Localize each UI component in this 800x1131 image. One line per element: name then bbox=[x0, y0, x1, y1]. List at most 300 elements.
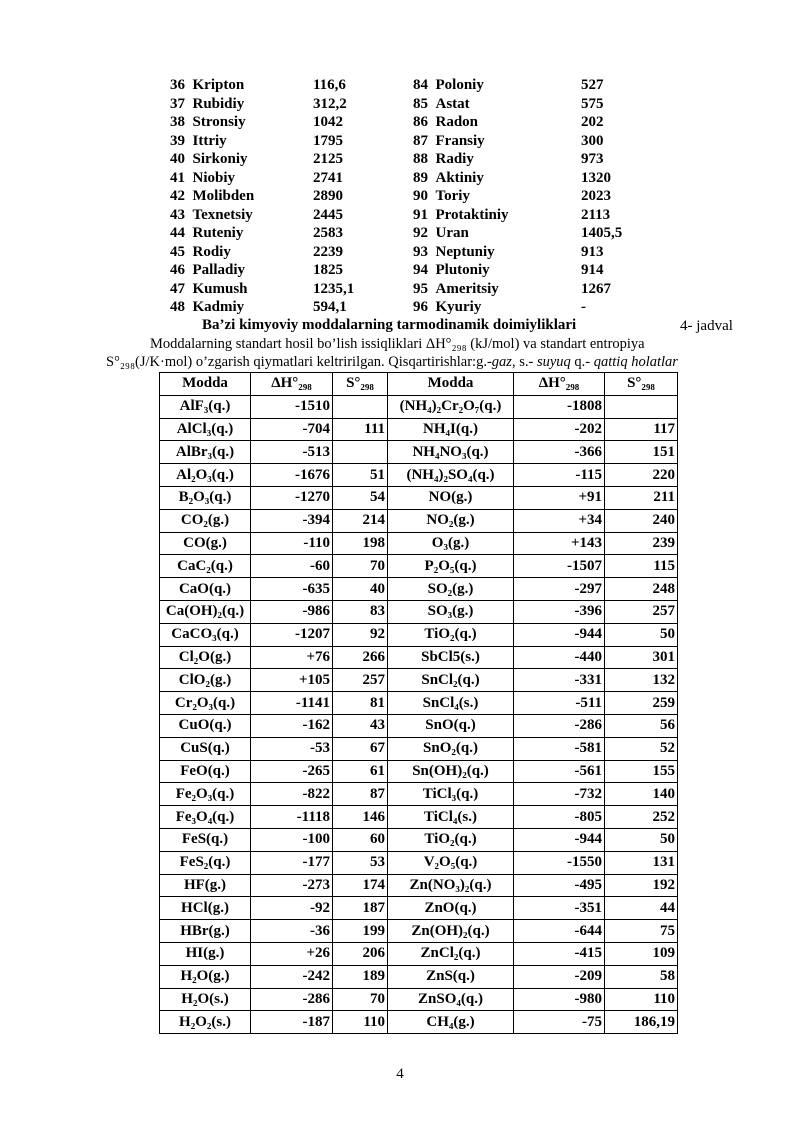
enthalpy-cell: -495 bbox=[514, 874, 605, 897]
element-entry-right bbox=[413, 132, 485, 151]
substance-cell: Fe₂O₃(q.) bbox=[160, 783, 251, 806]
substance-cell: AlBr₃(q.) bbox=[160, 441, 251, 464]
element-entry-left bbox=[170, 132, 227, 151]
element-value-left: 116,6 bbox=[313, 77, 346, 93]
enthalpy-cell: -36 bbox=[251, 920, 333, 943]
substance-cell: HI(g.) bbox=[160, 942, 251, 965]
enthalpy-cell: -980 bbox=[514, 988, 605, 1011]
header-dh-2: ΔH°₂₉₈ bbox=[514, 373, 605, 396]
element-number: 93 bbox=[413, 243, 428, 260]
substance-cell: ZnSO₄(q.) bbox=[388, 988, 514, 1011]
element-name: Sirkoniy bbox=[192, 151, 248, 167]
element-name: Ameritsiy bbox=[435, 280, 499, 297]
element-name: Kadmiy bbox=[192, 299, 245, 315]
element-entry-right bbox=[413, 243, 495, 262]
entropy-cell: 115 bbox=[605, 555, 678, 578]
element-number: 85 bbox=[413, 95, 428, 112]
element-number: 86 bbox=[413, 114, 428, 130]
element-name: Rodiy bbox=[192, 243, 231, 260]
enthalpy-cell: -75 bbox=[514, 1011, 605, 1034]
entropy-cell: 81 bbox=[333, 692, 388, 715]
entropy-cell: 192 bbox=[605, 874, 678, 897]
description-line-2 bbox=[106, 354, 678, 371]
substance-cell: ZnO(q.) bbox=[388, 897, 514, 920]
element-number: 47 bbox=[170, 280, 185, 297]
substance-cell: (NH₄)₂SO₄(q.) bbox=[388, 464, 514, 487]
enthalpy-cell: -53 bbox=[251, 737, 333, 760]
table-row bbox=[160, 988, 678, 1011]
element-name: Texnetsiy bbox=[192, 206, 253, 223]
element-name: Ittriy bbox=[192, 132, 227, 149]
element-value-right: 202 bbox=[581, 114, 604, 130]
substance-cell: H₂O(g.) bbox=[160, 965, 251, 988]
substance-cell: CO₂(g.) bbox=[160, 509, 251, 532]
substance-cell: SnCl₄(s.) bbox=[388, 692, 514, 715]
enthalpy-cell: +76 bbox=[251, 646, 333, 669]
enthalpy-cell: -581 bbox=[514, 737, 605, 760]
element-name: Radiy bbox=[435, 151, 474, 167]
substance-cell: Cr₂O₃(q.) bbox=[160, 692, 251, 715]
entropy-cell: 56 bbox=[605, 714, 678, 737]
element-value-right: 1405,5 bbox=[581, 225, 623, 241]
enthalpy-cell: -100 bbox=[251, 828, 333, 851]
entropy-cell: 87 bbox=[333, 783, 388, 806]
element-name: Uran bbox=[435, 225, 469, 241]
element-number: 90 bbox=[413, 188, 428, 204]
entropy-cell: 117 bbox=[605, 418, 678, 441]
substance-cell: CO(g.) bbox=[160, 532, 251, 555]
enthalpy-cell: +34 bbox=[514, 509, 605, 532]
enthalpy-cell: -286 bbox=[251, 988, 333, 1011]
substance-cell: O₃(g.) bbox=[388, 532, 514, 555]
table-row bbox=[160, 464, 678, 487]
enthalpy-cell: -92 bbox=[251, 897, 333, 920]
substance-cell: SnO₂(q.) bbox=[388, 737, 514, 760]
entropy-cell: 83 bbox=[333, 600, 388, 623]
element-number: 40 bbox=[170, 151, 185, 167]
substance-cell: TiCl₃(q.) bbox=[388, 783, 514, 806]
element-value-left: 312,2 bbox=[313, 95, 347, 112]
element-name: Protaktiniy bbox=[435, 206, 509, 223]
table-number: 4- jadval bbox=[680, 318, 733, 334]
table-row bbox=[160, 623, 678, 646]
table-row bbox=[160, 532, 678, 555]
element-number: 36 bbox=[170, 77, 185, 93]
enthalpy-cell: -944 bbox=[514, 828, 605, 851]
entropy-cell: 140 bbox=[605, 783, 678, 806]
element-name: Toriy bbox=[435, 188, 470, 204]
entropy-cell: 110 bbox=[605, 988, 678, 1011]
element-name: Astat bbox=[435, 95, 470, 112]
element-value-left: 2239 bbox=[313, 243, 343, 260]
entropy-cell: 220 bbox=[605, 464, 678, 487]
element-name: Aktiniy bbox=[435, 169, 484, 186]
element-entry-left bbox=[170, 280, 248, 299]
entropy-cell: 259 bbox=[605, 692, 678, 715]
element-entry-left bbox=[170, 76, 244, 95]
entropy-cell: 211 bbox=[605, 486, 678, 509]
element-value-left: 2890 bbox=[313, 188, 343, 204]
enthalpy-cell: +143 bbox=[514, 532, 605, 555]
entropy-cell: 53 bbox=[333, 851, 388, 874]
enthalpy-cell: -331 bbox=[514, 669, 605, 692]
entropy-cell: 70 bbox=[333, 988, 388, 1011]
description-line-1: Moddalarning standart hosil bo’lish issiqliklari ΔH°₂₉₈ (kJ/mol) va standart entropiya bbox=[150, 336, 645, 352]
substance-cell: H₂O₂(s.) bbox=[160, 1011, 251, 1034]
entropy-cell: 44 bbox=[605, 897, 678, 920]
element-entry-left bbox=[170, 187, 254, 206]
entropy-cell: 198 bbox=[333, 532, 388, 555]
element-value-right: 913 bbox=[581, 243, 604, 260]
substance-cell: SbCl5(s.) bbox=[388, 646, 514, 669]
enthalpy-cell: -1507 bbox=[514, 555, 605, 578]
enthalpy-cell: -635 bbox=[251, 578, 333, 601]
element-name: Kripton bbox=[192, 77, 245, 93]
substance-cell: Zn(NO₃)₂(q.) bbox=[388, 874, 514, 897]
element-entry-right bbox=[413, 261, 490, 280]
entropy-cell: 67 bbox=[333, 737, 388, 760]
table-row bbox=[160, 600, 678, 623]
table-row bbox=[160, 1011, 678, 1034]
enthalpy-cell: -944 bbox=[514, 623, 605, 646]
entropy-cell: 50 bbox=[605, 623, 678, 646]
substance-cell: AlCl₃(q.) bbox=[160, 418, 251, 441]
substance-cell: SnCl₂(q.) bbox=[388, 669, 514, 692]
element-number: 39 bbox=[170, 132, 185, 149]
entropy-cell: 54 bbox=[333, 486, 388, 509]
entropy-cell: 252 bbox=[605, 806, 678, 829]
header-dh: ΔH°₂₉₈ bbox=[251, 373, 333, 396]
description-prefix: S°₂₉₈(J/K·mol) o’zgarish qiymatlari keltririlgan. Qisqartirishlar:g.- bbox=[106, 354, 492, 370]
entropy-cell: 186,19 bbox=[605, 1011, 678, 1034]
element-name: Poloniy bbox=[435, 77, 484, 93]
element-name: Palladiy bbox=[192, 262, 246, 278]
entropy-cell: 240 bbox=[605, 509, 678, 532]
substance-cell: TiO₂(q.) bbox=[388, 623, 514, 646]
enthalpy-cell: +105 bbox=[251, 669, 333, 692]
element-entry-left bbox=[170, 113, 246, 132]
table-row bbox=[160, 418, 678, 441]
substance-cell: Cl₂O(g.) bbox=[160, 646, 251, 669]
table-row bbox=[160, 441, 678, 464]
element-number: 41 bbox=[170, 169, 185, 186]
element-name: Molibden bbox=[192, 188, 255, 204]
element-number: 88 bbox=[413, 151, 428, 167]
element-entry-right bbox=[413, 113, 478, 132]
element-number: 84 bbox=[413, 77, 428, 93]
element-number: 46 bbox=[170, 262, 185, 278]
entropy-cell: 174 bbox=[333, 874, 388, 897]
enthalpy-cell: -440 bbox=[514, 646, 605, 669]
table-row bbox=[160, 760, 678, 783]
element-value-right: 973 bbox=[581, 151, 604, 167]
element-name: Kyuriy bbox=[435, 299, 482, 315]
substance-cell: Sn(OH)₂(q.) bbox=[388, 760, 514, 783]
substance-cell: NH₄NO₃(q.) bbox=[388, 441, 514, 464]
substance-cell: ZnS(q.) bbox=[388, 965, 514, 988]
enthalpy-cell: -177 bbox=[251, 851, 333, 874]
enthalpy-cell: +26 bbox=[251, 942, 333, 965]
table-row bbox=[160, 669, 678, 692]
entropy-cell: 146 bbox=[333, 806, 388, 829]
element-value-right: 2023 bbox=[581, 188, 611, 204]
element-name: Ruteniy bbox=[192, 225, 244, 241]
table-row bbox=[160, 942, 678, 965]
table-row bbox=[160, 646, 678, 669]
entropy-cell: 257 bbox=[605, 600, 678, 623]
entropy-cell: 266 bbox=[333, 646, 388, 669]
enthalpy-cell: -396 bbox=[514, 600, 605, 623]
entropy-cell: 92 bbox=[333, 623, 388, 646]
substance-cell: CaO(q.) bbox=[160, 578, 251, 601]
entropy-cell: 51 bbox=[333, 464, 388, 487]
entropy-cell: 155 bbox=[605, 760, 678, 783]
element-number: 92 bbox=[413, 225, 428, 241]
element-entry-left bbox=[170, 243, 231, 262]
table-row bbox=[160, 783, 678, 806]
element-value-left: 2583 bbox=[313, 225, 343, 241]
enthalpy-cell: -351 bbox=[514, 897, 605, 920]
substance-cell: NH₄I(q.) bbox=[388, 418, 514, 441]
entropy-cell: 61 bbox=[333, 760, 388, 783]
table-row bbox=[160, 555, 678, 578]
entropy-cell: 132 bbox=[605, 669, 678, 692]
element-number: 45 bbox=[170, 243, 185, 260]
element-entry-left bbox=[170, 95, 244, 114]
enthalpy-cell: -1118 bbox=[251, 806, 333, 829]
element-entry-right bbox=[413, 206, 509, 225]
enthalpy-cell: -561 bbox=[514, 760, 605, 783]
description-gaz: gaz bbox=[491, 354, 512, 370]
table-heading: Ba’zi kimyoviy moddalarning tarmodinamik doimiyliklari bbox=[202, 317, 577, 333]
element-name: Kumush bbox=[192, 280, 248, 297]
substance-cell: Ca(OH)₂(q.) bbox=[160, 600, 251, 623]
table-row bbox=[160, 737, 678, 760]
element-number: 94 bbox=[413, 262, 428, 278]
element-entry-left bbox=[170, 261, 245, 280]
element-value-left: 1235,1 bbox=[313, 280, 355, 297]
entropy-cell: 239 bbox=[605, 532, 678, 555]
element-entry-left bbox=[170, 150, 248, 169]
substance-cell: HBr(g.) bbox=[160, 920, 251, 943]
entropy-cell: 43 bbox=[333, 714, 388, 737]
enthalpy-cell: -1207 bbox=[251, 623, 333, 646]
entropy-cell: 60 bbox=[333, 828, 388, 851]
element-value-right: 914 bbox=[581, 262, 604, 278]
enthalpy-cell: -1510 bbox=[251, 395, 333, 418]
substance-cell: SO₃(g.) bbox=[388, 600, 514, 623]
entropy-cell: 189 bbox=[333, 965, 388, 988]
entropy-cell: 58 bbox=[605, 965, 678, 988]
header-modda-2: Modda bbox=[388, 373, 514, 396]
element-entry-right bbox=[413, 298, 481, 317]
table-row bbox=[160, 851, 678, 874]
enthalpy-cell: -265 bbox=[251, 760, 333, 783]
element-number: 44 bbox=[170, 225, 185, 241]
element-entry-right bbox=[413, 150, 474, 169]
substance-cell: CaC₂(q.) bbox=[160, 555, 251, 578]
element-value-left: 1795 bbox=[313, 132, 343, 149]
enthalpy-cell: -732 bbox=[514, 783, 605, 806]
enthalpy-cell: -110 bbox=[251, 532, 333, 555]
enthalpy-cell: -202 bbox=[514, 418, 605, 441]
entropy-cell: 109 bbox=[605, 942, 678, 965]
substance-cell: NO(g.) bbox=[388, 486, 514, 509]
substance-cell: (NH₄)₂Cr₂O₇(q.) bbox=[388, 395, 514, 418]
element-name: Fransiy bbox=[435, 132, 485, 149]
element-entry-right bbox=[413, 95, 470, 114]
enthalpy-cell: -60 bbox=[251, 555, 333, 578]
description-mid-2: q.- bbox=[570, 354, 594, 370]
element-entry-left bbox=[170, 224, 243, 243]
element-number: 87 bbox=[413, 132, 428, 149]
table-row bbox=[160, 714, 678, 737]
element-name: Stronsiy bbox=[192, 114, 246, 130]
substance-cell: FeO(q.) bbox=[160, 760, 251, 783]
enthalpy-cell: -513 bbox=[251, 441, 333, 464]
substance-cell: FeS₂(q.) bbox=[160, 851, 251, 874]
element-entry-right bbox=[413, 280, 499, 299]
enthalpy-cell: -209 bbox=[514, 965, 605, 988]
entropy-cell: 110 bbox=[333, 1011, 388, 1034]
element-entry-right bbox=[413, 224, 469, 243]
entropy-cell bbox=[605, 395, 678, 418]
substance-cell: ZnCl₂(q.) bbox=[388, 942, 514, 965]
header-s: S°₂₉₈ bbox=[333, 373, 388, 396]
element-name: Niobiy bbox=[192, 169, 236, 186]
entropy-cell: 70 bbox=[333, 555, 388, 578]
enthalpy-cell: -297 bbox=[514, 578, 605, 601]
enthalpy-cell: -286 bbox=[514, 714, 605, 737]
enthalpy-cell: -394 bbox=[251, 509, 333, 532]
table-row bbox=[160, 578, 678, 601]
substance-cell: NO₂(g.) bbox=[388, 509, 514, 532]
element-value-left: 1825 bbox=[313, 262, 343, 278]
element-number: 42 bbox=[170, 188, 185, 204]
substance-cell: SO₂(g.) bbox=[388, 578, 514, 601]
element-value-right: 300 bbox=[581, 132, 604, 149]
entropy-cell: 301 bbox=[605, 646, 678, 669]
enthalpy-cell: -644 bbox=[514, 920, 605, 943]
enthalpy-cell: -1808 bbox=[514, 395, 605, 418]
enthalpy-cell: -273 bbox=[251, 874, 333, 897]
substance-cell: SnO(q.) bbox=[388, 714, 514, 737]
substance-cell: B₂O₃(q.) bbox=[160, 486, 251, 509]
enthalpy-cell: -986 bbox=[251, 600, 333, 623]
element-number: 48 bbox=[170, 299, 185, 315]
element-number: 96 bbox=[413, 299, 428, 315]
element-name: Radon bbox=[435, 114, 479, 130]
entropy-cell: 257 bbox=[333, 669, 388, 692]
entropy-cell: 50 bbox=[605, 828, 678, 851]
substance-cell: Zn(OH)₂(q.) bbox=[388, 920, 514, 943]
substance-cell: HF(g.) bbox=[160, 874, 251, 897]
element-entry-left bbox=[170, 206, 253, 225]
element-number: 37 bbox=[170, 95, 185, 112]
substance-cell: H₂O(s.) bbox=[160, 988, 251, 1011]
table-row bbox=[160, 965, 678, 988]
substance-cell: AlF₃(q.) bbox=[160, 395, 251, 418]
substance-cell: CuO(q.) bbox=[160, 714, 251, 737]
entropy-cell: 52 bbox=[605, 737, 678, 760]
element-entry-left bbox=[170, 169, 235, 188]
element-value-right: 527 bbox=[581, 77, 604, 93]
enthalpy-cell: -415 bbox=[514, 942, 605, 965]
substance-cell: FeS(q.) bbox=[160, 828, 251, 851]
enthalpy-cell: -366 bbox=[514, 441, 605, 464]
entropy-cell: 111 bbox=[333, 418, 388, 441]
element-value-right: 1267 bbox=[581, 280, 611, 297]
enthalpy-cell: -242 bbox=[251, 965, 333, 988]
element-value-right: - bbox=[581, 299, 586, 315]
substance-cell: V₂O₅(q.) bbox=[388, 851, 514, 874]
description-suyuq: suyuq bbox=[536, 354, 571, 370]
substance-cell: HCl(g.) bbox=[160, 897, 251, 920]
element-name: Neptuniy bbox=[435, 243, 495, 260]
substance-cell: TiO₂(q.) bbox=[388, 828, 514, 851]
table-row bbox=[160, 486, 678, 509]
element-value-left: 2445 bbox=[313, 206, 343, 223]
substance-cell: P₂O₅(q.) bbox=[388, 555, 514, 578]
description-qattiq: qattiq holatlar bbox=[593, 354, 678, 370]
thermodynamic-table bbox=[159, 372, 678, 1034]
element-value-left: 594,1 bbox=[313, 299, 347, 315]
element-value-right: 1320 bbox=[581, 169, 611, 186]
enthalpy-cell: -162 bbox=[251, 714, 333, 737]
element-value-right: 2113 bbox=[581, 206, 611, 223]
element-value-right: 575 bbox=[581, 95, 604, 112]
table-row bbox=[160, 509, 678, 532]
substance-cell: Fe₃O₄(q.) bbox=[160, 806, 251, 829]
table-row bbox=[160, 920, 678, 943]
entropy-cell: 214 bbox=[333, 509, 388, 532]
header-s-2: S°₂₉₈ bbox=[605, 373, 678, 396]
enthalpy-cell: +91 bbox=[514, 486, 605, 509]
enthalpy-cell: -1550 bbox=[514, 851, 605, 874]
entropy-cell: 40 bbox=[333, 578, 388, 601]
table-row bbox=[160, 806, 678, 829]
element-entry-left bbox=[170, 298, 244, 317]
entropy-cell bbox=[333, 441, 388, 464]
enthalpy-cell: -805 bbox=[514, 806, 605, 829]
table-row bbox=[160, 692, 678, 715]
element-entry-right bbox=[413, 76, 484, 95]
element-entry-right bbox=[413, 169, 484, 188]
entropy-cell: 187 bbox=[333, 897, 388, 920]
element-name: Rubidiy bbox=[192, 95, 245, 112]
enthalpy-cell: -511 bbox=[514, 692, 605, 715]
enthalpy-cell: -1270 bbox=[251, 486, 333, 509]
entropy-cell: 248 bbox=[605, 578, 678, 601]
table-header-row bbox=[160, 373, 678, 396]
element-entry-right bbox=[413, 187, 470, 206]
element-value-left: 2125 bbox=[313, 151, 343, 167]
element-number: 89 bbox=[413, 169, 428, 186]
substance-cell: ClO₂(g.) bbox=[160, 669, 251, 692]
substance-cell: CaCO₃(q.) bbox=[160, 623, 251, 646]
element-value-left: 2741 bbox=[313, 169, 343, 186]
entropy-cell: 75 bbox=[605, 920, 678, 943]
entropy-cell: 206 bbox=[333, 942, 388, 965]
element-value-left: 1042 bbox=[313, 114, 343, 130]
substance-cell: TiCl₄(s.) bbox=[388, 806, 514, 829]
description-mid-1: , s.- bbox=[511, 354, 537, 370]
header-modda: Modda bbox=[160, 373, 251, 396]
enthalpy-cell: -1141 bbox=[251, 692, 333, 715]
substance-cell: CH₄(g.) bbox=[388, 1011, 514, 1034]
enthalpy-cell: -187 bbox=[251, 1011, 333, 1034]
table-row bbox=[160, 395, 678, 418]
